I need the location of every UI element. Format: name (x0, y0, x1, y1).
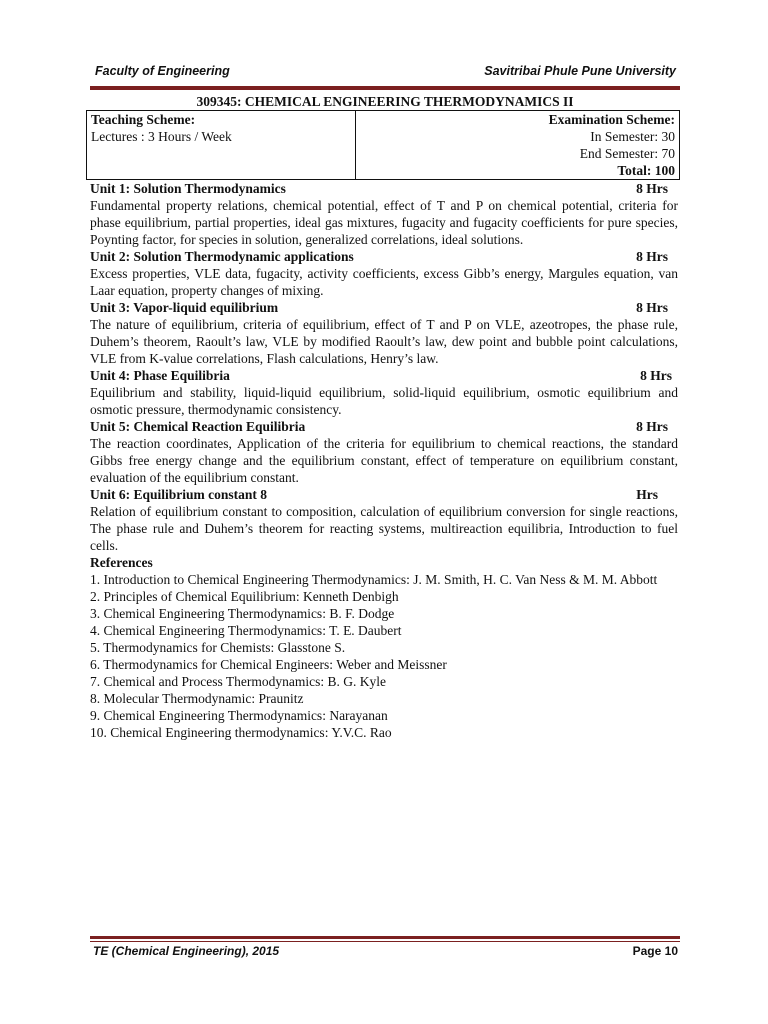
page-number: Page 10 (632, 944, 678, 958)
header-university: Savitribai Phule Pune University (484, 64, 676, 78)
teaching-lectures: Lectures : 3 Hours / Week (91, 129, 232, 144)
reference-item: 3. Chemical Engineering Thermodynamics: B. F. Dodge (90, 606, 395, 621)
reference-item: 1. Introduction to Chemical Engineering Thermodynamics: J. M. Smith, H. C. Van Ness & M. M. Abbott (90, 572, 658, 587)
reference-item: 6. Thermodynamics for Chemical Engineers: Weber and Meissner (90, 657, 447, 672)
unit-hours: 8 Hrs (636, 249, 668, 264)
syllabus-content (90, 180, 678, 741)
unit-hours: 8 Hrs (636, 181, 668, 196)
unit-hours: 8 Hrs (636, 419, 668, 434)
unit-body: The nature of equilibrium, criteria of equilibrium, effect of T and P on VLE, azeotropes, the phase rule, Duhem’s theorem, Raoult’s law, VLE by modified Raoult’s law, dew point and bubble point calculations, VLE from K-value correlations, Flash calculations, Henry’s law. (90, 317, 678, 366)
unit-hours: 8 Hrs (640, 368, 672, 383)
reference-item: 10. Chemical Engineering thermodynamics: Y.V.C. Rao (90, 725, 392, 740)
unit-block (90, 248, 678, 299)
reference-item: 4. Chemical Engineering Thermodynamics: T. E. Daubert (90, 623, 402, 638)
unit-block (90, 367, 678, 418)
unit-hours: Hrs (636, 487, 658, 502)
reference-item: 7. Chemical and Process Thermodynamics: B. G. Kyle (90, 674, 386, 689)
footer-rule (90, 936, 680, 942)
unit-block (90, 299, 678, 367)
page-header (93, 64, 676, 84)
unit-title: Unit 5: Chemical Reaction Equilibria (90, 419, 306, 434)
unit-body: Equilibrium and stability, liquid-liquid equilibrium, solid-liquid equilibrium, osmotic equilibrium and osmotic pressure, thermodynamic consistency. (90, 385, 678, 417)
reference-item: 8. Molecular Thermodynamic: Praunitz (90, 691, 304, 706)
reference-item: 2. Principles of Chemical Equilibrium: Kenneth Denbigh (90, 589, 399, 604)
teaching-scheme-heading: Teaching Scheme: (91, 112, 196, 127)
unit-title: Unit 1: Solution Thermodynamics (90, 181, 286, 196)
unit-body: Fundamental property relations, chemical potential, effect of T and P on chemical potential, criteria for phase equilibrium, partial properties, ideal gas mixtures, fugacity and fugacity coefficients for pure species, Poynting factor, for species in solution, generalized correlations, ideal solutions. (90, 198, 678, 247)
unit-body: Relation of equilibrium constant to composition, calculation of equilibrium conversion for single reactions, The phase rule and Duhem’s theorem for reacting systems, multireaction equilibria, Introduction to fuel cells. (90, 504, 678, 553)
reference-item: 9. Chemical Engineering Thermodynamics: Narayanan (90, 708, 388, 723)
unit-title: Unit 3: Vapor-liquid equilibrium (90, 300, 279, 315)
course-title: 309345: CHEMICAL ENGINEERING THERMODYNAMICS II (196, 94, 574, 109)
unit-block (90, 418, 678, 486)
unit-block (90, 486, 678, 554)
references-heading: References (90, 555, 153, 570)
unit-title: Unit 6: Equilibrium constant 8 (90, 487, 268, 502)
teaching-scheme-cell (87, 111, 356, 180)
unit-block (90, 180, 678, 248)
exam-total: Total: 100 (617, 163, 675, 178)
reference-item: 5. Thermodynamics for Chemists: Glasstone S. (90, 640, 346, 655)
unit-title: Unit 4: Phase Equilibria (90, 368, 230, 383)
scheme-table (86, 110, 680, 180)
exam-in-semester: In Semester: 30 (590, 129, 675, 144)
header-faculty: Faculty of Engineering (95, 64, 230, 78)
header-rule (90, 84, 680, 90)
exam-end-semester: End Semester: 70 (579, 146, 675, 161)
unit-hours: 8 Hrs (636, 300, 668, 315)
exam-scheme-cell (356, 111, 680, 180)
unit-body: The reaction coordinates, Application of the criteria for equilibrium to chemical reactions, the standard Gibbs free energy change and the equilibrium constant, effect of temperature on equilibrium constant, evaluation of the equilibrium constant. (90, 436, 678, 485)
unit-title: Unit 2: Solution Thermodynamic applications (90, 249, 354, 264)
exam-scheme-heading: Examination Scheme: (548, 112, 675, 127)
unit-body: Excess properties, VLE data, fugacity, activity coefficients, excess Gibb’s energy, Margules equation, van Laar equation, property changes of mixing. (90, 266, 678, 298)
footer-course: TE (Chemical Engineering), 2015 (93, 944, 280, 958)
